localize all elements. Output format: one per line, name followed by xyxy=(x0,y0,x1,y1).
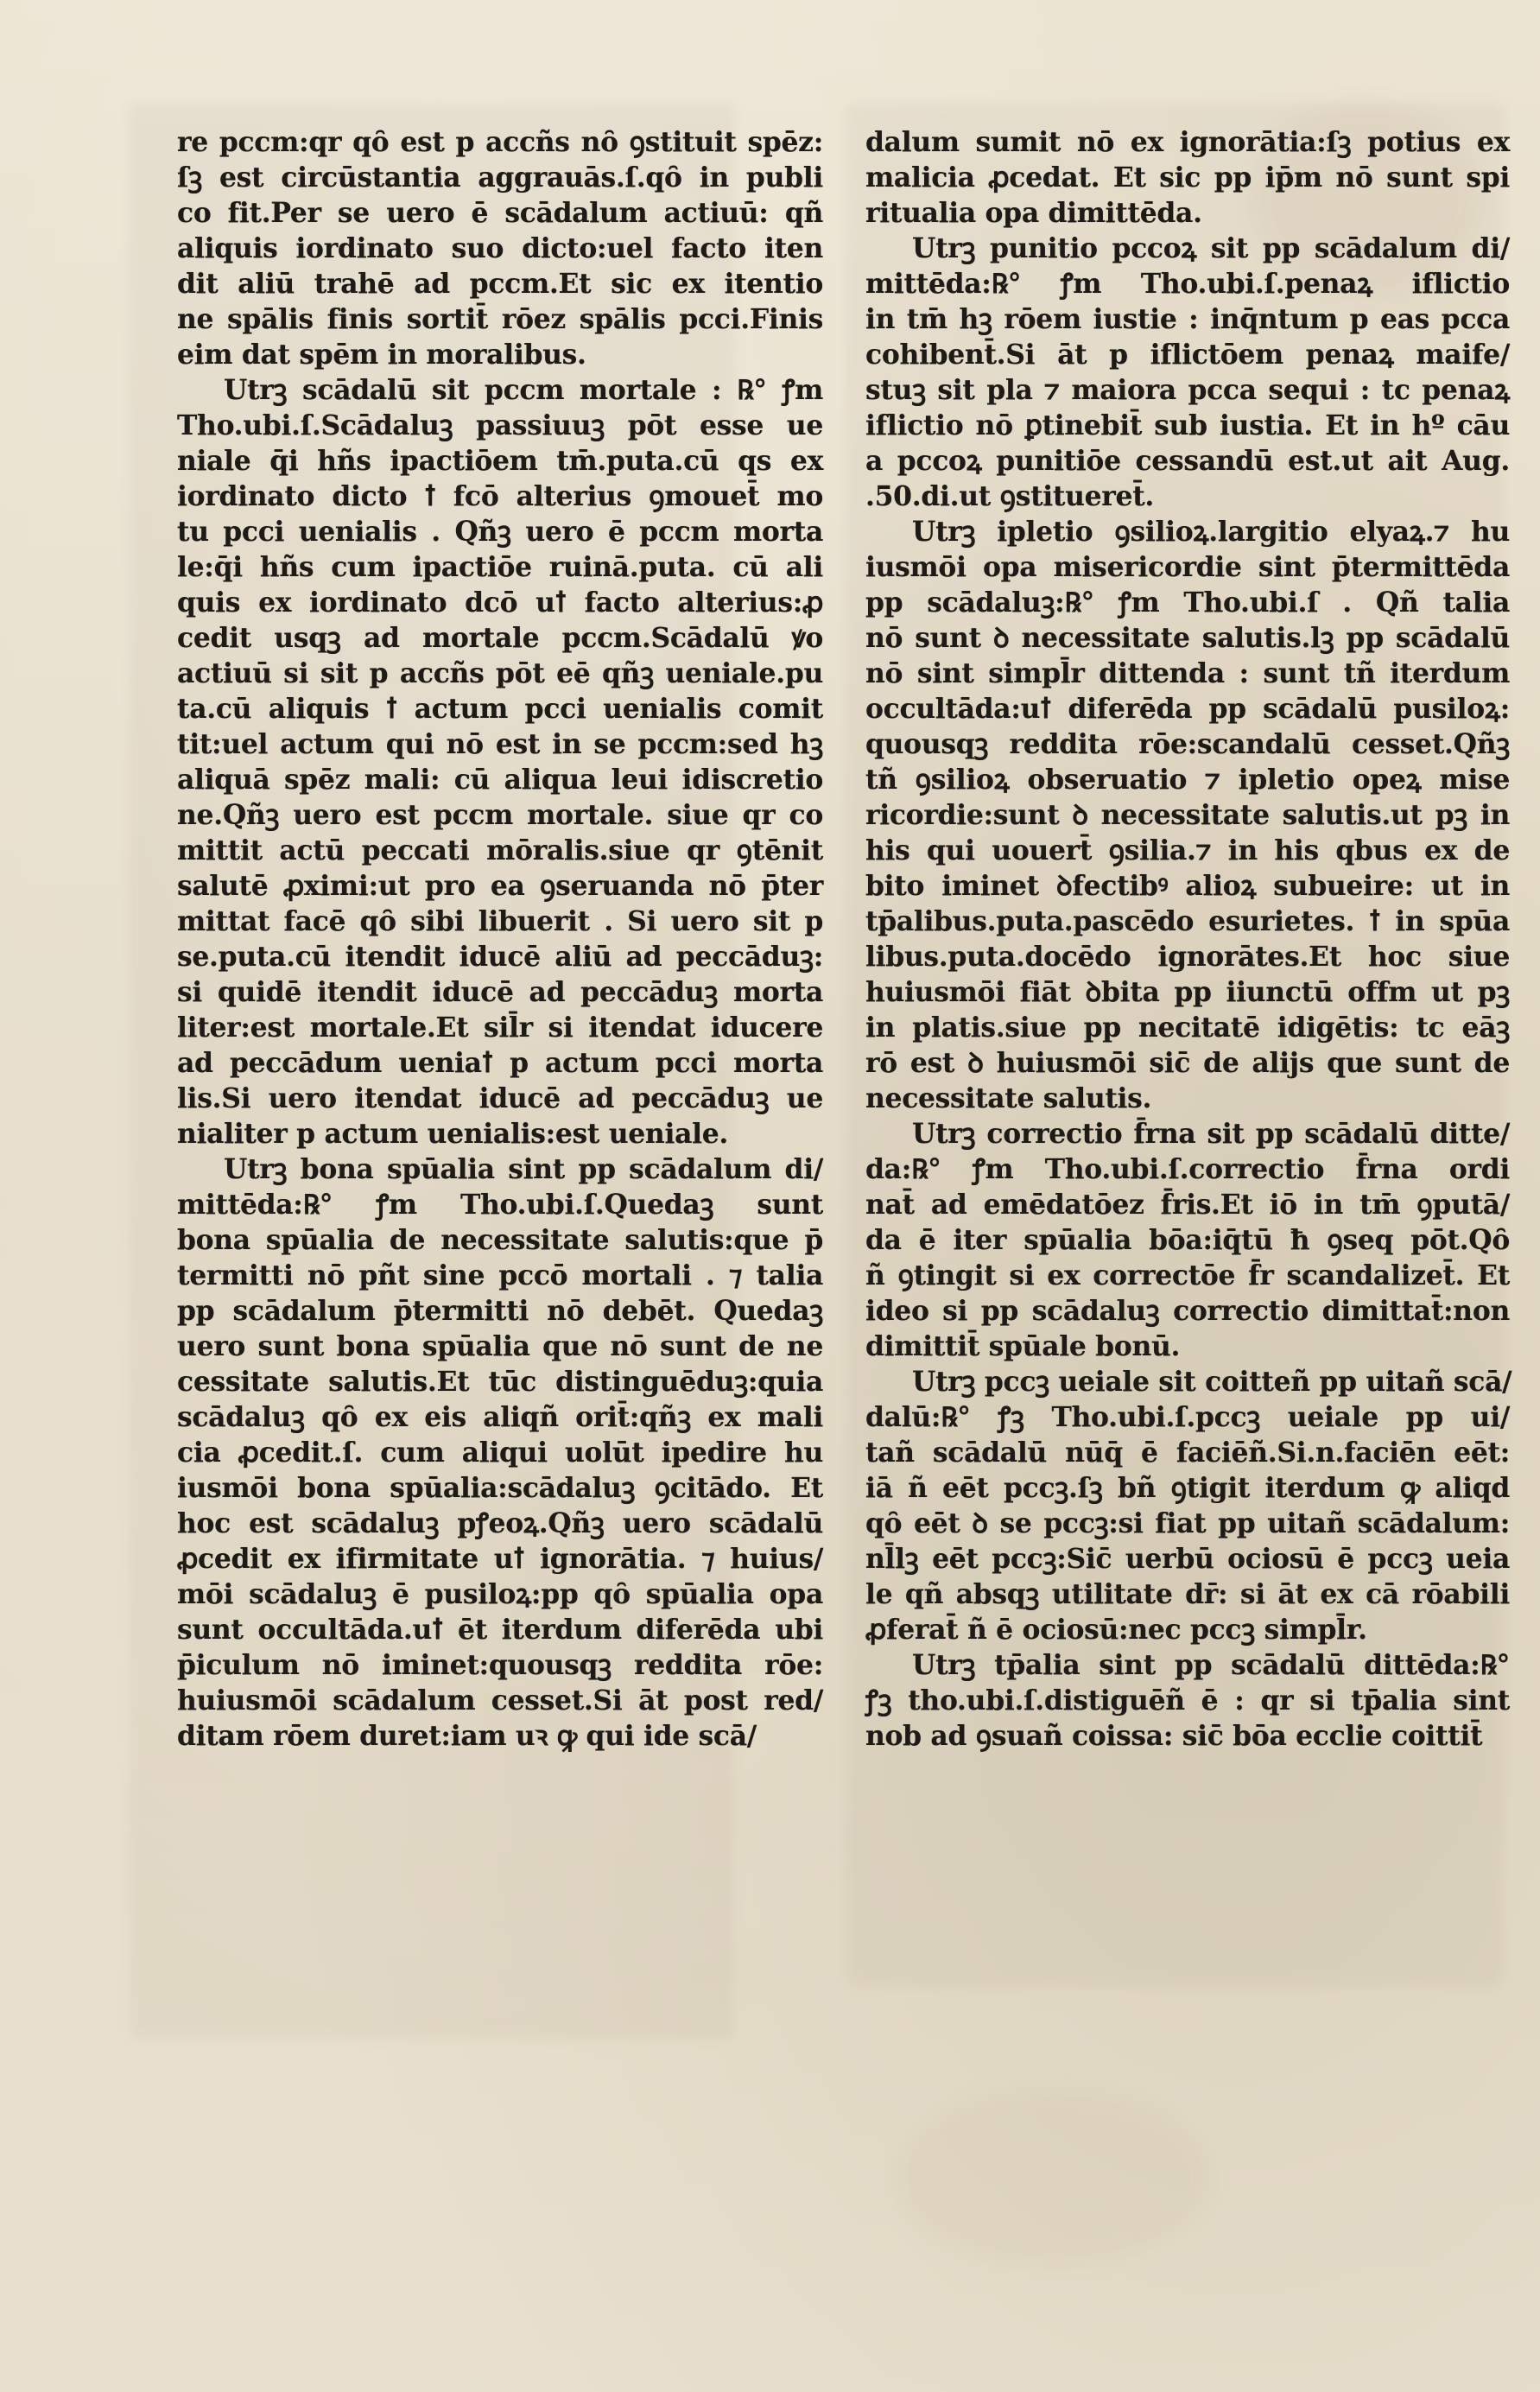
text-line: p̄iculum nō iminet:quousqꝫ reddita rōe: xyxy=(177,1650,823,1681)
text-line: cessitate salutis.Et tūc distinguēduꝫ:quia xyxy=(177,1367,823,1398)
text-line: nialiter p actum uenialis:est ueniale. xyxy=(177,1119,729,1150)
text-line: hoc est scādaluꝫ pꝭeoꝝ.Qñꝫ uero scādalū xyxy=(177,1508,823,1539)
right-text-column xyxy=(865,125,1510,1754)
text-line: mittēda:℞° ꝭm Tho.ubi.ſ.penaꝝ iflictio xyxy=(865,269,1510,300)
text-line: le qñ absqꝫ utilitate dr̄: si āt ex cā rōabili xyxy=(865,1579,1510,1610)
text-line: mōi scādaluꝫ ē pusiloꝝ:pp qȏ spūalia opa xyxy=(177,1579,823,1610)
text-line: occultāda:uꝉ diferēda pp scādalū pusiloꝝ: xyxy=(865,694,1510,725)
text-line: liter:est mortale.Et sil̄r si itendat iducere xyxy=(177,1012,823,1044)
text-line: Utrꝫ scādalū sit pccm mortale : ℞° ꝭm xyxy=(224,375,823,406)
text-line: nat̄ ad emēdatōez f̄ris.Et iō in tm̄ ꝯputā/ xyxy=(865,1190,1510,1221)
text-line: ad peccādum ueniaꝉ p actum pcci morta xyxy=(177,1048,823,1079)
text-line: in platis.siue pp necitatē idigētis: tc eāꝫ xyxy=(865,1012,1510,1044)
text-line: Utrꝫ bona spūalia sint pp scādalum di/ xyxy=(224,1154,823,1185)
text-line: Utrꝫ punitio pccoꝝ sit pp scādalum di/ xyxy=(912,233,1510,264)
text-line: iusmōi opa misericordie sint p̄termittēda xyxy=(865,552,1510,583)
text-line: dalū:℞° ꝭꝫ Tho.ubi.ſ.pccꝫ ueiale pp ui/ xyxy=(865,1402,1510,1433)
text-line: uero sunt bona spūalia que nō sunt de ne xyxy=(177,1331,823,1362)
text-line: pp scādalum p̄termitti nō debēt. Quedaꝫ xyxy=(177,1296,823,1327)
text-line: ne.Qñꝫ uero est pccm mortale. siue qr co xyxy=(177,800,823,831)
text-line: eim dat spēm in moralibus. xyxy=(177,339,586,371)
text-line: mittēda:℞° ꝭm Tho.ubi.ſ.Quedaꝫ sunt xyxy=(177,1190,823,1221)
text-line: tit:uel actum qui nō est in se pccm:sed hꝫ xyxy=(177,729,823,760)
text-line: libus.puta.docēdo ignorātes.Et hoc siue xyxy=(865,942,1510,973)
text-line: termitti nō pñt sine pccō mortali . ⁊ talia xyxy=(177,1260,823,1291)
text-line: bito iminet ꝺfectibꝰ alioꝝ subueire: ut in xyxy=(865,871,1510,902)
text-line: dalum sumit nō ex ignorātia:ſꝫ potius ex xyxy=(865,127,1510,158)
text-line: quis ex iordinato dcō uꝉ facto alterius:ꝓ xyxy=(177,587,823,619)
text-line: iordinato dicto ꝉ fcō alterius ꝯmouet̄ mo xyxy=(177,481,823,512)
text-line: a pccoꝝ punitiōe cessandū est.ut ait Aug. xyxy=(865,446,1510,477)
text-line: niale q̄i hñs ipactiōem tm̄.puta.cū qs ex xyxy=(177,446,823,477)
text-line: ꝓcedit ex ifirmitate uꝉ ignorātia. ⁊ huius/ xyxy=(177,1544,823,1575)
text-line: qȏ eēt ꝺ se pccꝫ:si fiat pp uitañ scādalum: xyxy=(865,1508,1510,1539)
text-line: salutē ꝓximi:ut pro ea ꝯseruanda nō p̄ter xyxy=(177,871,823,902)
text-line: le:q̄i hñs cum ipactiōe ruinā.puta. cū ali xyxy=(177,552,823,583)
text-line: Tho.ubi.ſ.Scādaluꝫ passiuuꝫ pōt esse ue xyxy=(177,410,823,441)
text-line: ritualia opa dimittēda. xyxy=(865,198,1202,229)
text-line: tañ scādalū nūq̄ ē faciēñ.Si.n.faciēn eēt: xyxy=(865,1437,1510,1469)
text-line: scādaluꝫ qȏ ex eis aliqñ orit̄:qñꝫ ex mali xyxy=(177,1402,823,1433)
text-line: ricordie:sunt ꝺ necessitate salutis.ut pꝫ in xyxy=(865,800,1510,831)
text-line: .50.di.ut ꝯstitueret̄. xyxy=(865,481,1155,512)
text-line: tp̄alibus.puta.pascēdo esurietes. ꝉ in spūa xyxy=(865,906,1510,937)
text-line: se.puta.cū itendit iducē aliū ad peccāduꝫ: xyxy=(177,942,823,973)
text-line: in tm̄ hꝫ rōem iustie : inq̄ntum p eas pcca xyxy=(865,304,1510,335)
paper-stain-lower xyxy=(898,2091,1209,2263)
text-line: aliquis iordinato suo dicto:uel facto iten xyxy=(177,233,823,264)
text-line: ſꝫ est circūstantia aggrauās.ſ.qȏ in publi xyxy=(177,162,823,194)
text-line: pp scādaluꝫ:℞° ꝭm Tho.ubi.ſ . Qñ talia xyxy=(865,587,1510,619)
text-line: si quidē itendit iducē ad peccāduꝫ morta xyxy=(177,977,823,1008)
text-line: rō est ꝺ huiusmōi sic̄ de alijs que sunt de xyxy=(865,1048,1510,1079)
text-line: cia ꝓcedit.ſ. cum aliqui uolūt ipedire hu xyxy=(177,1437,823,1469)
text-line: lis.Si uero itendat iducē ad peccāduꝫ ue xyxy=(177,1083,823,1114)
text-line: ꝓferat̄ ñ ē ociosū:nec pccꝫ simpl̄r. xyxy=(865,1615,1367,1646)
text-line: ñ ꝯtingit si ex correctōe f̄r scandalizet̄. Et xyxy=(865,1260,1510,1291)
text-line: iflictio nō ꝑtinebit̄ sub iustia. Et in hº cāu xyxy=(865,410,1510,441)
text-line: cedit usqꝫ ad mortale pccm.Scādalū ꝟo xyxy=(177,623,823,654)
text-line: sunt occultāda.uꝉ ēt iterdum diferēda ubi xyxy=(177,1615,823,1646)
text-line: cohibent̄.Si āt p iflictōem penaꝝ maife/ xyxy=(865,339,1510,371)
text-line: Utrꝫ correctio f̄rna sit pp scādalū ditte/ xyxy=(912,1119,1510,1150)
text-line: tu pcci uenialis . Qñꝫ uero ē pccm morta xyxy=(177,517,823,548)
text-line: dimittit̄ spūale bonū. xyxy=(865,1331,1181,1362)
text-line: Utrꝫ pccꝫ ueiale sit coitteñ pp uitañ scā/ xyxy=(912,1367,1512,1398)
text-line: mittat facē qȏ sibi libuerit . Si uero sit p xyxy=(177,906,823,937)
text-line: quousqꝫ reddita rōe:scandalū cesset.Qñꝫ xyxy=(865,729,1510,760)
text-line: dit aliū trahē ad pccm.Et sic ex itentio xyxy=(177,269,823,300)
text-line: stuꝫ sit pla ⁊ maiora pcca sequi : tc penaꝝ xyxy=(865,375,1510,406)
text-line: tñ ꝯsilioꝝ obseruatio ⁊ ipletio opeꝝ mise xyxy=(865,765,1510,796)
text-line: huiusmōi fiāt ꝺbita pp iiunctū offm ut pꝫ xyxy=(865,977,1510,1008)
text-line: ideo si pp scādaluꝫ correctio dimittat̄:non xyxy=(865,1296,1510,1327)
text-line: aliquā spēz mali: cū aliqua leui idiscretio xyxy=(177,765,823,796)
text-line: nō sint simpl̄r dittenda : sunt tñ iterdum xyxy=(865,658,1510,689)
left-text-column xyxy=(177,125,823,1754)
text-line: ꝭꝫ tho.ubi.ſ.distiguēñ ē : qr si tp̄alia sint xyxy=(865,1685,1510,1716)
text-line: his qui uouert̄ ꝯsilia.⁊ in his qbus ex de xyxy=(865,835,1510,866)
text-line: ta.cū aliquis ꝉ actum pcci uenialis comit xyxy=(177,694,823,725)
text-line: iā ñ eēt pccꝫ.ſꝫ bñ ꝯtigit iterdum ꝙ aliqd xyxy=(865,1473,1510,1504)
text-line: nō sunt ꝺ necessitate salutis.lꝫ pp scādalū xyxy=(865,623,1510,654)
text-line: Utrꝫ ipletio ꝯsilioꝝ.largitio elyaꝝ.⁊ hu xyxy=(912,517,1510,548)
text-line: nl̄lꝫ eēt pccꝫ:Sic̄ uerbū ociosū ē pccꝫ ueia xyxy=(865,1544,1510,1575)
text-line: Utrꝫ tp̄alia sint pp scādalū dittēda:℞° xyxy=(912,1650,1510,1681)
text-line: da:℞° ꝭm Tho.ubi.ſ.correctio f̄rna ordi xyxy=(865,1154,1510,1185)
text-line: ditam rōem duret:iam uꝛ ꝙ qui ide scā/ xyxy=(177,1721,757,1752)
text-line: nob ad ꝯsuañ coissa: sic̄ bōa ecclie coittit̄ xyxy=(865,1721,1483,1752)
text-line: bona spūalia de necessitate salutis:que p̄ xyxy=(177,1225,823,1256)
text-line: malicia ꝓcedat. Et sic pp ip̄m nō sunt spi xyxy=(865,162,1510,194)
text-line: iusmōi bona spūalia:scādaluꝫ ꝯcitādo. Et xyxy=(177,1473,823,1504)
text-line: necessitate salutis. xyxy=(865,1083,1152,1114)
text-line: actiuū si sit p accñs pōt eē qñꝫ ueniale.pu xyxy=(177,658,823,689)
text-line: co fit.Per se uero ē scādalum actiuū: qñ xyxy=(177,198,823,229)
text-line: ne spālis finis sortit̄ rōez spālis pcci.Finis xyxy=(177,304,823,335)
text-line: mittit actū peccati mōralis.siue qr ꝯtēnit xyxy=(177,835,823,866)
text-line: huiusmōi scādalum cesset.Si āt post red/ xyxy=(177,1685,823,1716)
text-line: re pccm:qr qȏ est p accñs nȏ ꝯstituit spēz: xyxy=(177,127,823,158)
text-line: da ē iter spūalia bōa:iq̄tū ħ ꝯseq pōt.Qȏ xyxy=(865,1225,1510,1256)
